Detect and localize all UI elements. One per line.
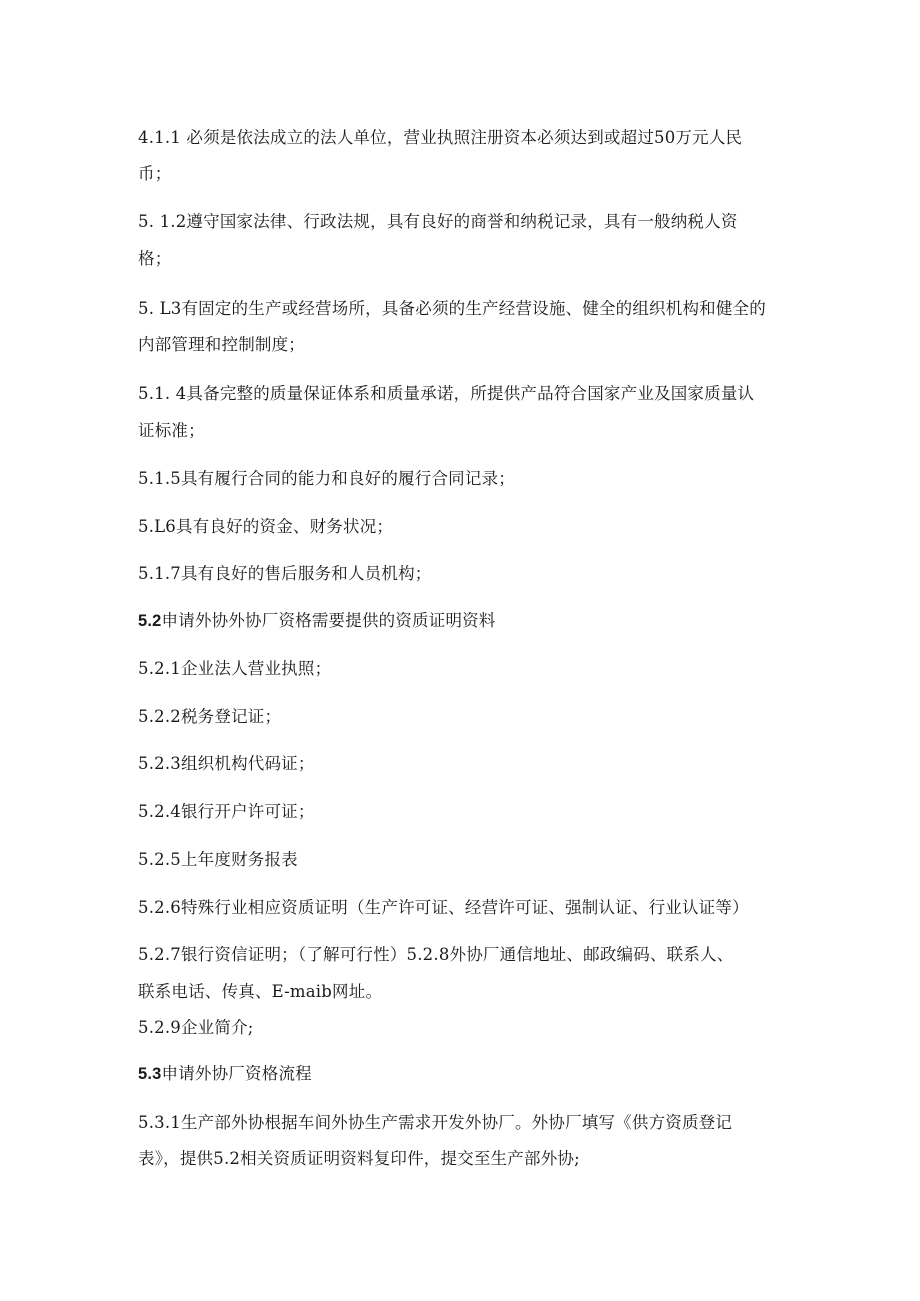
clause-5-1-5: 5.1.5具有履行合同的能力和良好的履行合同记录；	[138, 469, 515, 488]
clause-5-1-3-line-2: 内部管理和控制制度；	[138, 335, 305, 354]
clause-5-1-2-line-1: 5. 1.2遵守国家法律、行政法规，具有良好的商誉和纳税记录，具有一般纳税人资	[138, 212, 738, 231]
clause-5-2-9: 5.2.9企业简介;	[138, 1018, 254, 1037]
section-title: 申请外协厂资格流程	[161, 1064, 312, 1083]
section-heading-5-2	[138, 610, 798, 632]
clause-5-1-4-line-1: 5.1. 4具备完整的质量保证体系和质量承诺，所提供产品符合国家产业及国家质量认	[138, 384, 755, 403]
clause-5-1-7: 5.1.7具有良好的售后服务和人员机构；	[138, 564, 432, 583]
clause-5-2-2: 5.2.2税务登记证；	[138, 707, 282, 726]
section-number: 5.2	[138, 612, 162, 630]
clause-4-1-1-line-2: 币；	[138, 164, 172, 183]
section-title: 申请外协外协厂资格需要提供的资质证明资料	[161, 611, 496, 630]
clause-5-2-3: 5.2.3组织机构代码证；	[138, 754, 315, 773]
clause-5-1-4-line-2: 证标准；	[138, 421, 205, 440]
clause-5-3-1-line-1: 5.3.1生产部外协根据车间外协生产需求开发外协厂。外协厂填写《供方资质登记	[138, 1113, 733, 1132]
clause-5-3-1-line-2: 表》，提供5.2相关资质证明资料复印件，提交至生产部外协;	[138, 1149, 580, 1168]
clause-5-1-2-line-2: 格；	[138, 249, 172, 268]
clause-5-1-3-line-1: 5. L3有固定的生产或经营场所，具备必须的生产经营设施、健全的组织机构和健全的	[138, 299, 766, 318]
section-heading-5-3	[138, 1063, 798, 1085]
clause-5-2-5: 5.2.5上年度财务报表	[138, 850, 298, 869]
clause-5-2-1: 5.2.1企业法人营业执照；	[138, 659, 332, 678]
clause-5-2-7-line-1: 5.2.7银行资信证明；（了解可行性）5.2.8外协厂通信地址、邮政编码、联系人、	[138, 945, 734, 964]
clause-5-2-6: 5.2.6特殊行业相应资质证明（生产许可证、经营许可证、强制认证、行业认证等）	[138, 898, 749, 917]
clause-5-2-4: 5.2.4银行开户许可证；	[138, 802, 315, 821]
clause-5-2-7-line-2: 联系电话、传真、E-maib网址。	[138, 982, 383, 1001]
clause-5-1-6: 5.L6具有良好的资金、财务状况；	[138, 517, 394, 536]
clause-4-1-1-line-1: 4.1.1 必须是依法成立的法人单位，营业执照注册资本必须达到或超过50万元人民	[138, 128, 743, 147]
section-number: 5.3	[138, 1065, 162, 1083]
